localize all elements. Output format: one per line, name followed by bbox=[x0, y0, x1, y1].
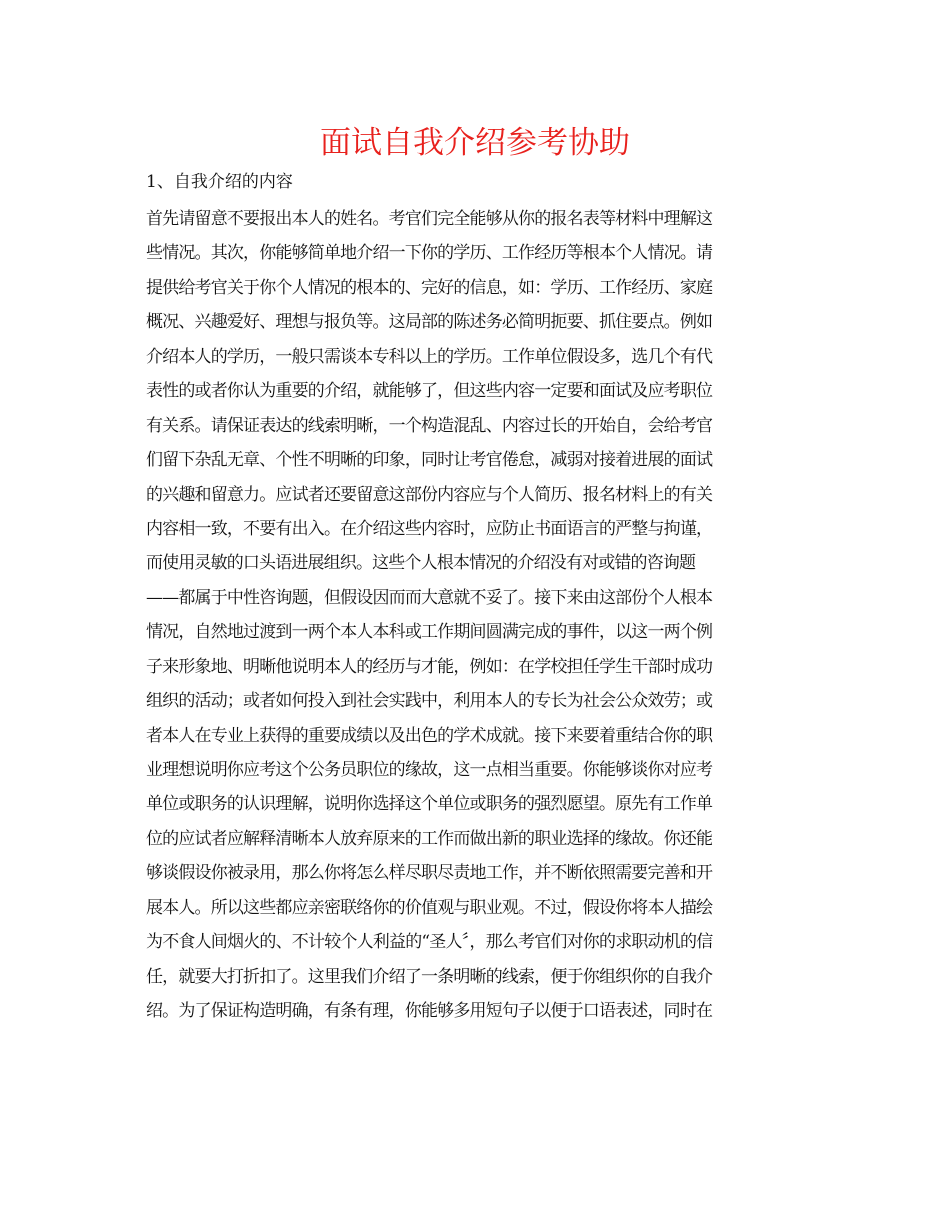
text-line: 的兴趣和留意力。应试者还要留意这部份内容应与个人简历、报名材料上的有关 bbox=[146, 484, 713, 505]
text-line: 内容相一致，不要有出入。在介绍这些内容时，应防止书面语言的严整与拘谨， bbox=[146, 518, 713, 539]
text-line: 们留下杂乱无章、个性不明晰的印象，同时让考官倦怠，减弱对接着进展的面试 bbox=[146, 450, 713, 471]
text-line: 够谈假设你被录用，那么你将怎么样尽职尽责地工作，并不断依照需要完善和开 bbox=[146, 863, 713, 884]
text-line: 些情况。其次，你能够简单地介绍一下你的学历、工作经历等根本个人情况。请 bbox=[146, 243, 713, 264]
section-heading: 1、自我介绍的内容 bbox=[146, 172, 293, 192]
text-line: 而使用灵敏的口头语进展组织。这些个人根本情况的介绍没有对或错的咨询题 bbox=[146, 553, 696, 574]
body-text bbox=[146, 202, 826, 1029]
page-title: 面试自我介绍参考协助 bbox=[320, 125, 630, 161]
text-line: 介绍本人的学历，一般只需谈本专科以上的学历。工作单位假设多，选几个有代 bbox=[146, 346, 713, 367]
text-line: 组织的活动；或者如何投入到社会实践中，利用本人的专长为社会公众效劳；或 bbox=[146, 691, 713, 712]
text-line: 单位或职务的认识理解，说明你选择这个单位或职务的强烈愿望。原先有工作单 bbox=[146, 794, 713, 815]
text-line: 有关系。请保证表达的线索明晰，一个构造混乱、内容过长的开始自，会给考官 bbox=[146, 415, 713, 436]
text-line: 者本人在专业上获得的重要成绩以及出色的学术成就。接下来要着重结合你的职 bbox=[146, 725, 713, 746]
text-line: 概况、兴趣爱好、理想与报负等。这局部的陈述务必简明扼要、抓住要点。例如 bbox=[146, 312, 713, 333]
text-line: 提供给考官关于你个人情况的根本的、完好的信息，如：学历、工作经历、家庭 bbox=[146, 277, 713, 298]
text-line: 首先请留意不要报出本人的姓名。考官们完全能够从你的报名表等材料中理解这 bbox=[146, 209, 713, 229]
text-line: 任，就要大打折扣了。这里我们介绍了一条明晰的线索，便于你组织你的自我介 bbox=[146, 966, 713, 987]
text-line: ——都属于中性咨询题，但假设因而而大意就不妥了。接下来由这部份个人根本 bbox=[146, 587, 713, 608]
text-line: 展本人。所以这些都应亲密联络你的价值观与职业观。不过，假设你将本人描绘 bbox=[146, 897, 713, 918]
text-line: 情况，自然地过渡到一两个本人本科或工作期间圆满完成的事件，以这一两个例 bbox=[146, 622, 713, 643]
text-line: 子来形象地、明晰他说明本人的经历与才能，例如：在学校担任学生干部时成功 bbox=[146, 656, 713, 677]
text-line: 绍。为了保证构造明确，有条有理，你能够多用短句子以便于口语表述，同时在 bbox=[146, 1001, 713, 1022]
text-line: 为不食人间烟火的、不计较个人利益的“圣人〞，那么考官们对你的求职动机的信 bbox=[146, 932, 713, 953]
text-line: 位的应试者应解释清晰本人放弃原来的工作而做出新的职业选择的缘故。你还能 bbox=[146, 828, 713, 849]
text-line: 表性的或者你认为重要的介绍，就能够了，但这些内容一定要和面试及应考职位 bbox=[146, 381, 713, 402]
text-line: 业理想说明你应考这个公务员职位的缘故，这一点相当重要。你能够谈你对应考 bbox=[146, 760, 713, 780]
